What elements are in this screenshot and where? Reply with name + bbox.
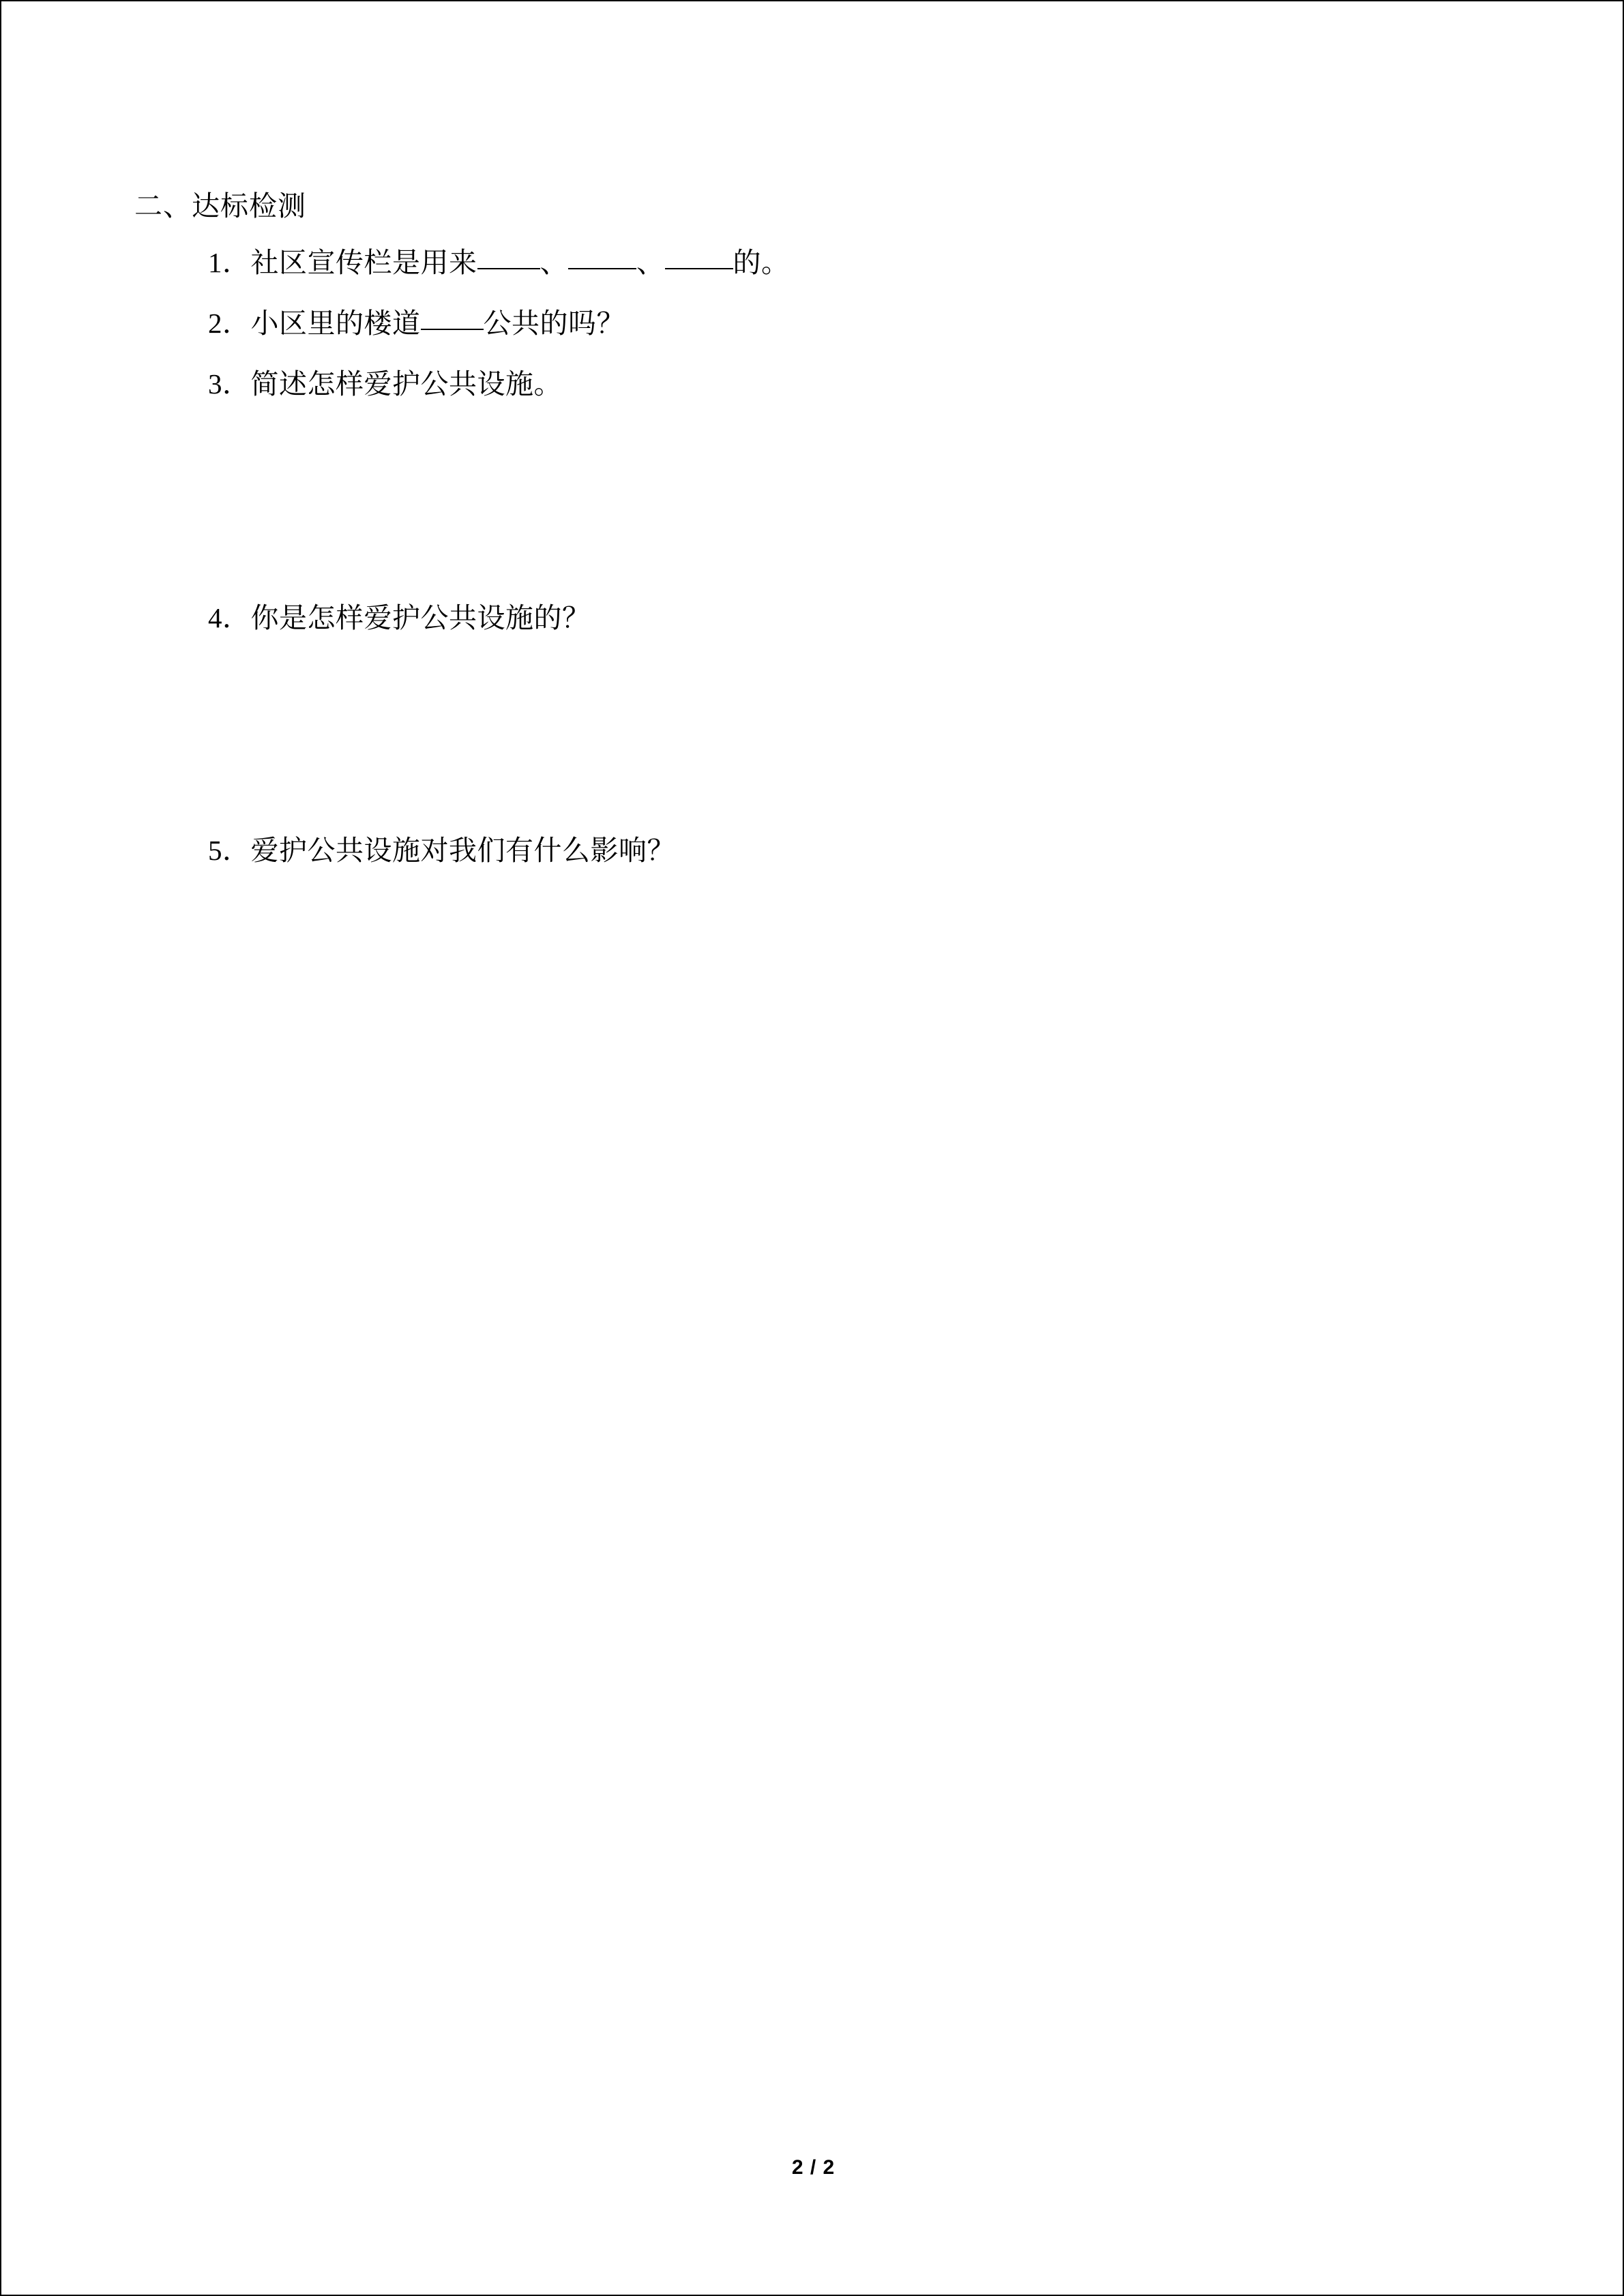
question-list bbox=[134, 249, 1492, 865]
question-number-2: 2． bbox=[208, 308, 251, 339]
question-text-4: 你是怎样爱护公共设施的？ bbox=[250, 602, 591, 633]
question-text-3: 简述怎样爱护公共设施。 bbox=[250, 368, 562, 400]
question-text-2-part-1: 小区里的楼道 bbox=[250, 308, 421, 339]
answer-blank-2a[interactable] bbox=[421, 329, 484, 330]
answer-blank-1b[interactable] bbox=[568, 268, 636, 269]
question-item-2 bbox=[208, 310, 1492, 338]
answer-blank-1a[interactable] bbox=[477, 268, 540, 269]
question-text-1-part-2: 的。 bbox=[733, 247, 790, 278]
question-number-1: 1． bbox=[208, 247, 251, 278]
document-content bbox=[134, 192, 1492, 865]
question-text-5: 爱护公共设施对我们有什么影响？ bbox=[250, 835, 675, 866]
question-text-1-part-1: 社区宣传栏是用来 bbox=[250, 247, 477, 278]
question-text-2-part-2: 公共的吗？ bbox=[483, 308, 625, 339]
question-number-4: 4． bbox=[208, 602, 251, 633]
question-number-5: 5． bbox=[208, 835, 251, 866]
section-heading: 二、达标检测 bbox=[134, 190, 306, 222]
question-item-1 bbox=[208, 249, 1492, 277]
question-number-3: 3． bbox=[208, 368, 251, 400]
question-item-4 bbox=[208, 604, 1492, 632]
question-item-5 bbox=[208, 837, 1492, 865]
page-footer: 2 / 2 bbox=[791, 2156, 836, 2179]
question-text-1-sep-2: 、 bbox=[636, 247, 665, 278]
question-text-1-sep-1: 、 bbox=[540, 247, 568, 278]
question-item-3 bbox=[208, 370, 1492, 398]
answer-blank-1c[interactable] bbox=[665, 268, 733, 269]
